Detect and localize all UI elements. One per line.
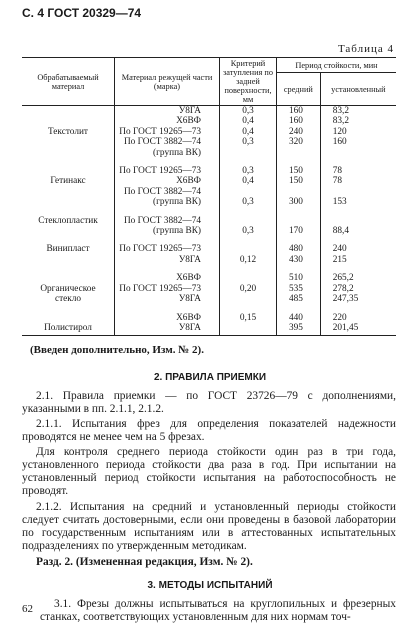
- cell-established-life: 265,2: [320, 273, 396, 283]
- paragraph-3-1: 3.1. Фрезы должны испытываться на круглопильных и фрезерных станках, соответствующих установленным для них нормам точ-: [40, 598, 396, 623]
- cell-cutting-part: По ГОСТ 19265—73: [115, 284, 220, 294]
- table-row: [22, 137, 396, 147]
- paragraph-2-1-1: 2.1.1. Испытания фрез для определения показателей надежности проводятся не менее чем на 5 фрезах.: [22, 418, 396, 443]
- cell-established-life: 83,2: [320, 106, 396, 117]
- cell-material: Органическое: [40, 283, 96, 294]
- cell-established-life: 83,2: [320, 116, 396, 126]
- cell-average-life: 480: [277, 244, 321, 254]
- cell-average-life: [277, 187, 321, 197]
- table-row: [22, 255, 396, 265]
- cell-established-life: [320, 187, 396, 197]
- table-row: [22, 216, 396, 226]
- cell-material: Винипласт: [46, 244, 90, 255]
- cell-material: Полистирол: [22, 323, 115, 336]
- row-spacer: [22, 305, 396, 313]
- cell-wear-criterion: [220, 273, 277, 283]
- cell-material: стекло: [54, 294, 82, 305]
- cell-material: [22, 273, 115, 283]
- cell-average-life: 150: [277, 176, 321, 186]
- cell-cutting-part: По ГОСТ 3882—74: [115, 216, 220, 226]
- cell-cutting-part: По ГОСТ 19265—73: [115, 127, 220, 137]
- table-row: [22, 294, 396, 304]
- row-spacer: [22, 236, 396, 244]
- table-row: [22, 166, 396, 176]
- cell-average-life: [277, 148, 321, 158]
- cell-wear-criterion: 0,15: [220, 313, 277, 323]
- paragraph-control: Для контроля среднего периода стойкости один раз в три года, установленного периода стойкости два раза в год. При испытании на установленный период стойкости испытания на работоспособность не проводят.: [22, 446, 396, 497]
- table-caption: Таблица 4: [337, 43, 394, 55]
- cell-cutting-part: У8ГА: [115, 294, 220, 304]
- col-header-material: Обрабатываемый материал: [22, 58, 115, 106]
- cell-average-life: 160: [277, 116, 321, 126]
- cell-established-life: 240: [320, 244, 396, 254]
- cell-wear-criterion: 0,3: [220, 197, 277, 207]
- cell-established-life: 153: [320, 197, 396, 207]
- cell-cutting-part: (группа ВК): [115, 197, 220, 207]
- cell-established-life: 201,45: [320, 323, 396, 336]
- cell-material: Гетинакс: [50, 176, 86, 187]
- row-spacer: [22, 265, 396, 273]
- cell-material: [22, 187, 115, 197]
- cell-material: [22, 226, 115, 236]
- cell-average-life: 485: [277, 294, 321, 304]
- cell-average-life: 300: [277, 197, 321, 207]
- cell-wear-criterion: [220, 216, 277, 226]
- cell-average-life: 440: [277, 313, 321, 323]
- table-row: [22, 197, 396, 207]
- cell-cutting-part: По ГОСТ 19265—73: [115, 166, 220, 176]
- cell-material: [22, 255, 115, 265]
- cell-material: [22, 197, 115, 207]
- table-row: [22, 244, 396, 254]
- cell-average-life: 535: [277, 284, 321, 294]
- cell-established-life: 247,35: [320, 294, 396, 304]
- cell-material: [22, 148, 115, 158]
- table-row: [22, 148, 396, 158]
- page-number: 62: [22, 603, 33, 615]
- table-row: [22, 106, 396, 117]
- section-3-title: 3. МЕТОДЫ ИСПЫТАНИЙ: [147, 580, 273, 591]
- cell-average-life: 240: [277, 127, 321, 137]
- cell-material: [22, 137, 115, 147]
- table-row: [22, 226, 396, 236]
- paragraph-section-amendment: Разд. 2. (Измененная редакция, Изм. № 2).: [36, 556, 253, 568]
- cell-average-life: [277, 216, 321, 226]
- table-row: [22, 187, 396, 197]
- cell-average-life: 430: [277, 255, 321, 265]
- cell-cutting-part: (группа ВК): [115, 226, 220, 236]
- cell-wear-criterion: [220, 294, 277, 304]
- cell-wear-criterion: [220, 148, 277, 158]
- cell-cutting-part: По ГОСТ 19265—73: [115, 244, 220, 254]
- cell-established-life: [320, 216, 396, 226]
- cell-wear-criterion: 0,4: [220, 116, 277, 126]
- cell-average-life: 150: [277, 166, 321, 176]
- cell-established-life: 78: [320, 176, 396, 186]
- cell-cutting-part: По ГОСТ 3882—74: [115, 187, 220, 197]
- table-row: [22, 323, 396, 336]
- cell-wear-criterion: 0,12: [220, 255, 277, 265]
- row-spacer: [22, 208, 396, 216]
- cell-material: [22, 313, 115, 323]
- cell-wear-criterion: 0,3: [220, 226, 277, 236]
- cell-average-life: 395: [277, 323, 321, 336]
- table-row: [22, 116, 396, 126]
- cell-wear-criterion: 0,4: [220, 127, 277, 137]
- cell-established-life: 215: [320, 255, 396, 265]
- amendment-note: (Введен дополнительно, Изм. № 2).: [30, 344, 204, 356]
- cell-established-life: 78: [320, 166, 396, 176]
- col-header-established: установленный: [320, 73, 396, 106]
- section-2-title: 2. ПРАВИЛА ПРИЕМКИ: [153, 372, 267, 383]
- cell-wear-criterion: 0,3: [220, 137, 277, 147]
- table-row: [22, 313, 396, 323]
- table-row: [22, 127, 396, 137]
- cell-average-life: 320: [277, 137, 321, 147]
- col-header-wear-criterion: Критерий затупления по задней поверхности, мм: [220, 58, 277, 106]
- cell-established-life: 278,2: [320, 284, 396, 294]
- paragraph-2-1-2: 2.1.2. Испытания на средний и установленный периоды стойкости следует считать достоверными, если они проведены в базовой лаборатории по государственным испытаниям или в аттестованных испытательных подразделениях по утвержденным методикам.: [22, 501, 396, 552]
- cell-average-life: 170: [277, 226, 321, 236]
- cell-wear-criterion: 0,3: [220, 106, 277, 117]
- cell-material: [22, 106, 115, 117]
- cell-cutting-part: Х6ВФ: [115, 313, 220, 323]
- table-row: [22, 273, 396, 283]
- cell-established-life: 120: [320, 127, 396, 137]
- cell-wear-criterion: 0,20: [220, 284, 277, 294]
- cell-established-life: 160: [320, 137, 396, 147]
- table-row: [22, 284, 396, 294]
- cell-cutting-part: Х6ВФ: [115, 176, 220, 186]
- cell-wear-criterion: [220, 244, 277, 254]
- cell-cutting-part: У8ГА: [115, 323, 220, 336]
- cell-cutting-part: У8ГА: [115, 255, 220, 265]
- cell-wear-criterion: [220, 323, 277, 336]
- paragraph-2-1: 2.1. Правила приемки — по ГОСТ 23726—79 с дополнениями, указанными в пп. 2.1.1, 2.1.2.: [22, 390, 396, 415]
- cell-material: Текстолит: [47, 126, 88, 137]
- cell-average-life: 160: [277, 106, 321, 117]
- cell-wear-criterion: 0,4: [220, 176, 277, 186]
- col-header-cutting-part: Материал режущей части (марка): [115, 58, 220, 106]
- cell-cutting-part: Х6ВФ: [115, 116, 220, 126]
- page-header: С. 4 ГОСТ 20329—74: [22, 6, 142, 20]
- cell-material: [22, 166, 115, 176]
- cell-cutting-part: (группа ВК): [115, 148, 220, 158]
- col-group-tool-life: Период стойкости, мин: [277, 58, 397, 73]
- row-spacer: [22, 158, 396, 166]
- col-header-average: средний: [277, 73, 321, 106]
- cell-established-life: 220: [320, 313, 396, 323]
- cell-material: [22, 116, 115, 126]
- cell-cutting-part: У8ГА: [115, 106, 220, 117]
- cell-established-life: 88,4: [320, 226, 396, 236]
- tool-life-table: [22, 57, 396, 336]
- cell-established-life: [320, 148, 396, 158]
- cell-average-life: 510: [277, 273, 321, 283]
- cell-cutting-part: По ГОСТ 3882—74: [115, 137, 220, 147]
- cell-wear-criterion: [220, 187, 277, 197]
- table-row: [22, 176, 396, 186]
- cell-wear-criterion: 0,3: [220, 166, 277, 176]
- cell-cutting-part: Х6ВФ: [115, 273, 220, 283]
- cell-material: Стеклопластик: [38, 215, 98, 226]
